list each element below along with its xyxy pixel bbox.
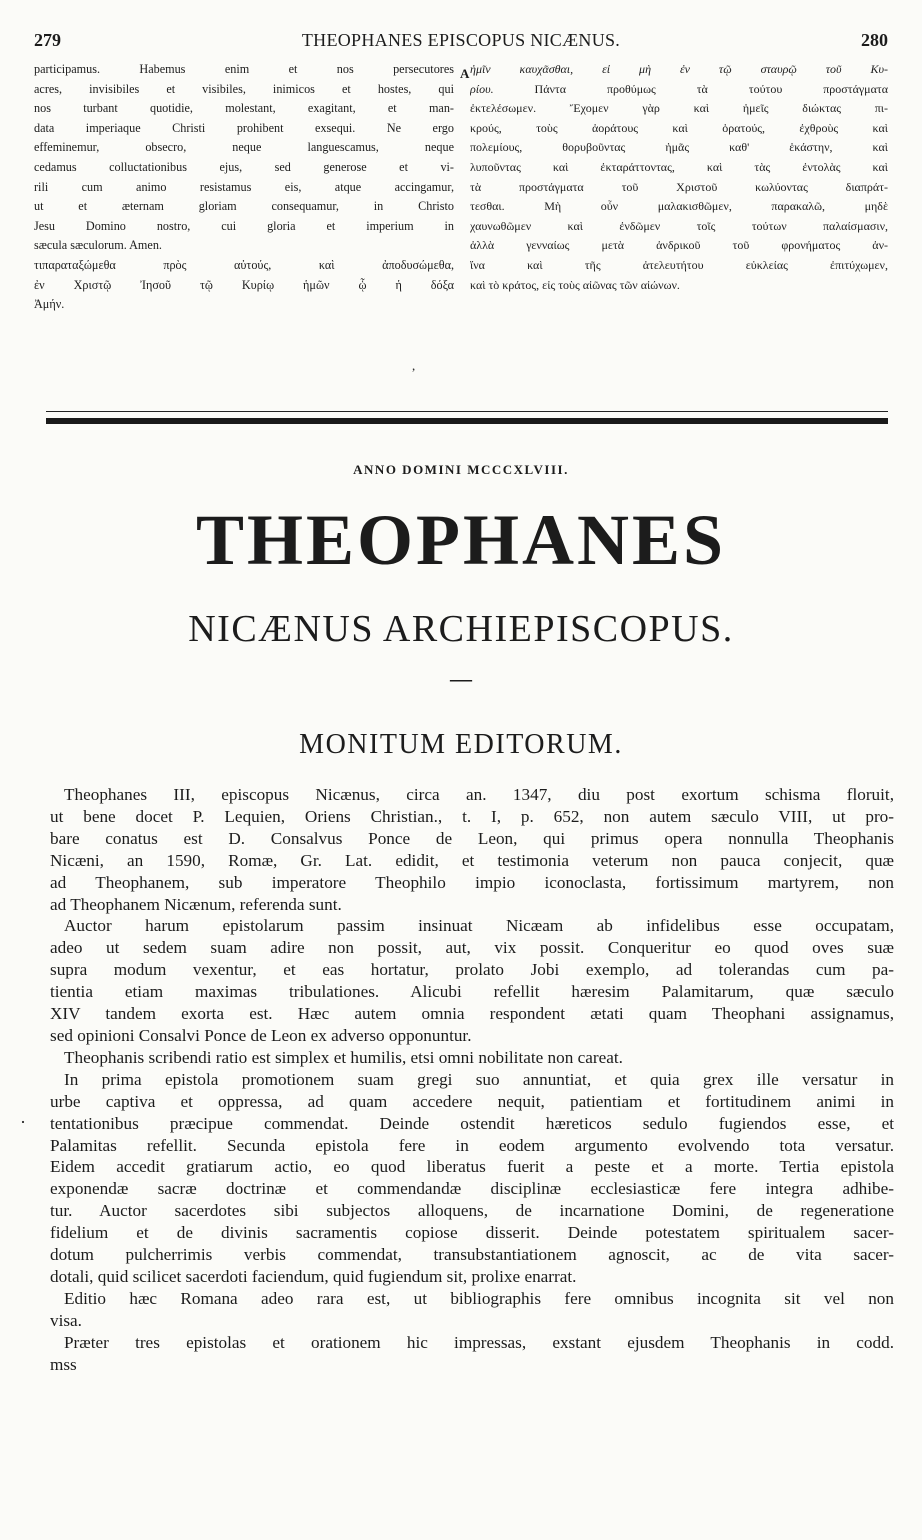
- body-line: fidelium et de divinis sacramentis copiose disserit. Deinde potestatem spiritualem sacer-: [50, 1223, 894, 1243]
- body-line: Theophanes III, episcopus Nicænus, circa an. 1347, diu post exortum schisma floruit,: [64, 785, 894, 804]
- body-line: bare conatus est D. Consalvus Ponce de Leon, qui primus opera nonnulla Theophanis: [50, 828, 894, 848]
- latin-line: nos turbant quotidie, molestant, exagitant, et man-: [34, 101, 454, 116]
- body-line: Nicæni, an 1590, Romæ, Gr. Lat. edidit, et testimonia veterum non pauca conjecit, quæ: [50, 850, 894, 870]
- greek-line: ἐκτελέσωμεν. Ἔχομεν γὰρ καὶ ἡμεῖς διώκτας πι-: [470, 101, 888, 116]
- greek-line-rest: Πάντα προθύμως τὰ τούτου προστάγματα: [493, 81, 888, 96]
- greek-line: [470, 80, 888, 100]
- running-title: THEOPHANES EPISCOPUS NICÆNUS.: [301, 30, 621, 50]
- main-title: THEOPHANES: [195, 500, 727, 580]
- separator-dash: —: [450, 666, 472, 691]
- greek-line: ἡμῖν καυχᾶσθαι, εἰ μὴ ἐν τῷ σταυρῷ τοῦ Κυ-: [470, 62, 888, 76]
- greek-line: χαυνωθῶμεν καὶ ἐνδῶμεν τοῖς τούτων παλαίσμασιν,: [470, 218, 888, 233]
- body-line: visa.: [50, 1310, 82, 1330]
- greek-line: κρούς, τοὺς ἀοράτους καὶ ὁρατούς, ἐχθροὺς καὶ: [470, 120, 888, 135]
- body-line: Præter tres epistolas et orationem hic impressas, exstant ejusdem Theophanis in codd.: [64, 1332, 894, 1352]
- body-line: supra modum vexentur, et eas hortatur, prolato Jobi exemplo, ad tolerandas cum pa-: [50, 960, 894, 980]
- page-number-right: 280: [861, 30, 888, 50]
- running-header: [34, 30, 888, 56]
- greek-line: ἵνα καὶ τῆς ἀτελευτήτου εὐκλείας ἐπιτύχωμεν,: [470, 257, 888, 272]
- body-line: ad Theophanem Nicænum, referenda sunt.: [50, 894, 342, 914]
- body-line: In prima epistola promotionem suam gregi suo annuntiat, et quia grex ille versatur in: [64, 1069, 894, 1089]
- body-line: dotali, quid scilicet sacerdoti faciendum, quid fugiendum sit, prolixe enarrat.: [50, 1266, 577, 1286]
- latin-line: Jesu Domino nostro, cui gloria et imperium in: [34, 218, 454, 233]
- greek-italic-word: ρίου.: [470, 81, 494, 96]
- latin-line: τιπαραταξώμεθα πρὸς αὐτούς, καὶ ἀποδυσώμεθα,: [34, 257, 454, 272]
- latin-line: cedamus colluctationibus ejus, sed generose et vi-: [34, 159, 454, 174]
- latin-line: ἐν Χριστῷ Ἰησοῦ τῷ Κυρίῳ ἡμῶν ᾧ ἡ δόξα: [34, 277, 454, 292]
- body-line: tientia etiam maximas tribulationes. Alicubi refellit hæresim Palamitarum, quæ sæculo: [50, 982, 894, 1002]
- margin-dot: ·: [20, 1112, 26, 1132]
- section-title: MONITUM EDITORUM.: [299, 729, 623, 760]
- body-text: [50, 784, 894, 1375]
- greek-line: λυποῦντας καὶ ἐκταράττοντας, καὶ τὰς ἐντολὰς καὶ: [470, 159, 888, 174]
- greek-line: πολεμίους, θορυβοῦντας ἡμᾶς καθ' ἑκάστην, καὶ: [470, 140, 888, 155]
- latin-line: data imperiaque Christi prohibent exsequi. Ne ergo: [34, 120, 454, 135]
- body-line: dotum pulcherrimis verbis commendat, transubstantiationem agnoscit, ac de vita sacer-: [50, 1245, 894, 1265]
- body-line: tur. Auctor sacerdotes sibi subjectos alloquens, de incarnatione Domini, de regeneratione: [50, 1201, 894, 1221]
- stray-mark: ,: [412, 358, 416, 373]
- two-column-text: [34, 60, 888, 382]
- greek-line: καὶ τὸ κράτος, εἰς τοὺς αἰῶνας τῶν αἰώνων.: [470, 277, 680, 292]
- body-line: urbe captiva et oppressa, ad quam accedere nequit, patientiam et fortitudinem animi in: [50, 1091, 894, 1111]
- body-line: Palamitas refellit. Secunda epistola fere in eodem argumento evolvendo tota versatur.: [50, 1135, 894, 1155]
- body-line: mss: [50, 1354, 77, 1374]
- body-line: Editio hæc Romana adeo rara est, ut bibliographis fere omnibus incognita sit vel non: [64, 1288, 894, 1308]
- latin-line: sæcula sæculorum. Amen.: [34, 238, 162, 253]
- body-line: sed opinioni Consalvi Ponce de Leon ex adverso opponuntur.: [50, 1025, 472, 1045]
- rule-thick: [46, 418, 888, 424]
- subtitle: NICÆNUS ARCHIEPISCOPUS.: [188, 608, 734, 650]
- body-line: tentationibus præcipue commendat. Deinde ostendit hæreticos sedulo fugiendos esse, et: [50, 1113, 894, 1133]
- latin-column: [34, 60, 454, 315]
- body-line: exponendæ sacræ doctrinæ et commendandæ disciplinæ ecclesiasticæ fere integra adhibe-: [50, 1179, 894, 1199]
- rule-thin: [46, 411, 888, 412]
- greek-line: τεσθαι. Μὴ οὖν μαλακισθῶμεν, παρακαλῶ, μηδὲ: [470, 199, 888, 214]
- body-line: XIV tandem exorta est. Hæc autem omnia respondent ætati quam Theophani assignamus,: [50, 1004, 894, 1024]
- greek-column: [470, 60, 888, 295]
- greek-line: ἀλλὰ γενναίως μετὰ ἀνδρικοῦ τοῦ φρονήματος ἀν-: [470, 238, 888, 253]
- body-line: Auctor harum epistolarum passim insinuat Nicæam ab infidelibus esse occupatam,: [64, 916, 894, 936]
- latin-line: acres, invisibiles et visibiles, inimicos et hostes, qui: [34, 81, 454, 96]
- latin-line: participamus. Habemus enim et nos persecutores: [34, 62, 454, 76]
- latin-line: effeminemur, obsecro, neque languescamus, neque: [34, 140, 454, 155]
- margin-letter: A: [460, 66, 470, 81]
- latin-line: Ἀμήν.: [34, 297, 65, 312]
- latin-line: rili cum animo resistamus eis, atque accingamur,: [34, 179, 454, 194]
- body-line: ad Theophanem, sub imperatore Theophilo impio iconoclasta, fortissimum martyrem, non: [50, 872, 894, 892]
- body-line: adeo ut sedem suam adire non possit, aut, vix possit. Conqueritur eo quod oves suæ: [50, 938, 894, 958]
- page-number-left: 279: [34, 30, 61, 50]
- body-line: Eidem accedit gratiarum actio, eo quod liberatus fuerit a peste et a morte. Tertia epistola: [50, 1157, 894, 1177]
- greek-line: τὰ προστάγματα τοῦ Χριστοῦ κωλύοντας διαπράτ-: [470, 179, 888, 194]
- anno-domini-line: ANNO DOMINI MCCCXLVIII.: [353, 462, 569, 477]
- body-line: Theophanis scribendi ratio est simplex et humilis, etsi omni nobilitate non careat.: [64, 1047, 623, 1067]
- latin-line: ut et æternam gloriam consequamur, in Christo: [34, 199, 454, 214]
- body-line: ut bene docet P. Lequien, Oriens Christian., t. I, p. 652, non autem sæculo VIII, ut pro-: [50, 806, 894, 826]
